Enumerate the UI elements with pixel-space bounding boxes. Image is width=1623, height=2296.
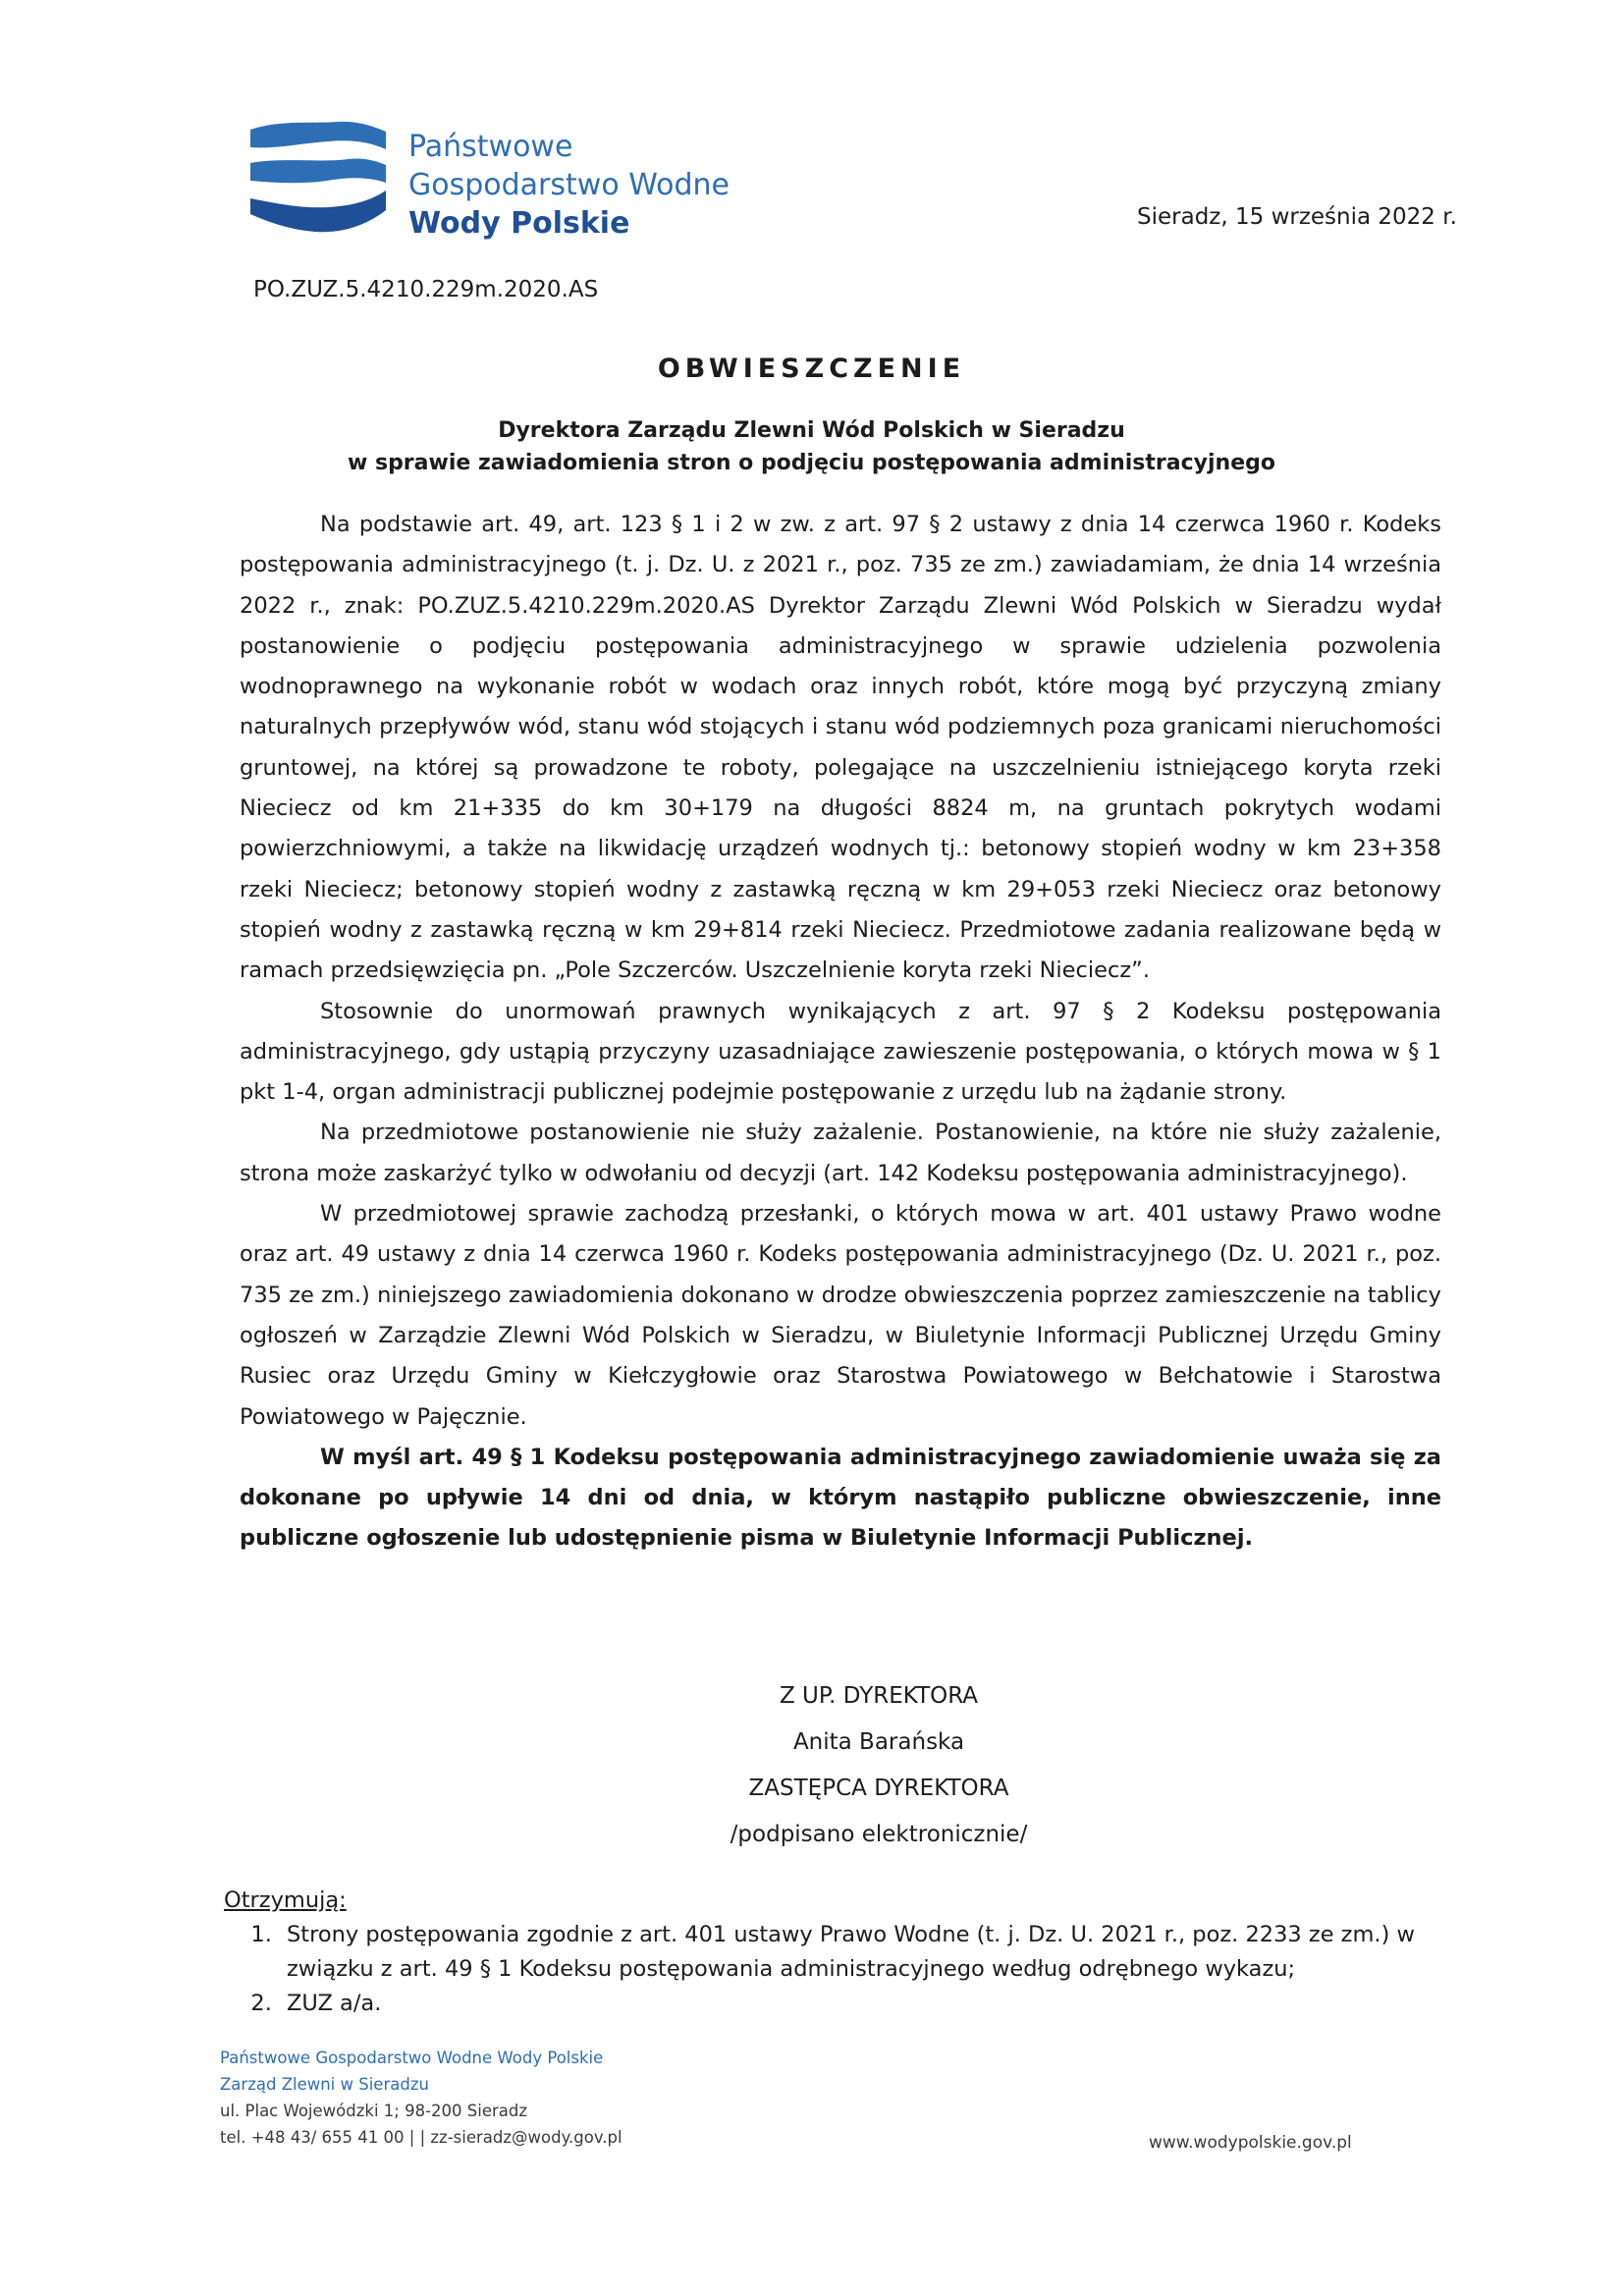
recipients-header: Otrzymują: (224, 1887, 347, 1913)
footer-website-link[interactable]: www.wodypolskie.gov.pl (1149, 2133, 1352, 2153)
document-title: OBWIESZCZENIE (657, 354, 966, 384)
reference-number: PO.ZUZ.5.4210.229m.2020.AS (253, 277, 599, 302)
document-date: Sieradz, 15 września 2022 r. (1137, 204, 1457, 230)
recipient-item: 1. Strony postępowania zgodnie z art. 401 ustawy Prawo Wodne (t. j. Dz. U. 2021 r., poz. 2233 ze zm.) w związku z art. 49 § 1 Kodeksu postępowania administracyjnego według odrębnego wykazu; (279, 1918, 1441, 1987)
body-paragraph-5: W myśl art. 49 § 1 Kodeksu postępowania administracyjnego zawiadomienie uważa się za dokonane po upływie 14 dni od dnia, w którym nastąpiło publiczne obwieszczenie, inne publiczne ogłoszenie lub udostępnienie pisma w Biuletynie Informacji Publicznej. (240, 1444, 1441, 1552)
signature-line-1: Z UP. DYREKTORA (779, 1683, 979, 1709)
signature-block (0, 1673, 1623, 1858)
footer-street: ul. Plac Wojewódzki 1; 98-200 Sieradz (220, 2102, 528, 2120)
signature-note: /podpisano elektronicznie/ (730, 1822, 1028, 1847)
body-paragraph-3: Na przedmiotowe postanowienie nie służy zażalenie. Postanowienie, na które nie służy zażalenie, strona może zaskarżyć tylko w odwołaniu od decyzji (art. 142 Kodeksu postępowania administracyjnego). (240, 1120, 1441, 1186)
subtitle-line-1: Dyrektora Zarządu Zlewni Wód Polskich w Sieradzu (498, 418, 1125, 443)
document-body (240, 505, 1441, 1559)
recipients-list (224, 1918, 1441, 2021)
signature-name: Anita Barańska (792, 1729, 965, 1755)
body-paragraph-2: Stosownie do unormowań prawnych wynikających z art. 97 § 2 Kodeksu postępowania administracyjnego, gdy ustąpią przyczyny uzasadniające zawieszenie postępowania, o których mowa w § 1 pkt 1-4, organ administracji publicznej podejmie postępowanie z urzędu lub na żądanie strony. (240, 998, 1441, 1106)
footer-address (220, 2045, 622, 2151)
wody-polskie-logo-icon (250, 120, 386, 236)
footer-unit: Zarząd Zlewni w Sieradzu (220, 2075, 429, 2094)
recipients-section (224, 1884, 1441, 2021)
logo-line-1: Państwowe (408, 130, 573, 164)
logo-line-2: Gospodarstwo Wodne (408, 168, 730, 202)
body-paragraph-1: Na podstawie art. 49, art. 123 § 1 i 2 w zw. z art. 97 § 2 ustawy z dnia 14 czerwca 1960 r. Kodeks postępowania administracyjnego (t. j. Dz. U. z 2021 r., poz. 735 ze zm.) zawiadamiam, że dnia 14 września 2022 r., znak: PO.ZUZ.5.4210.229m.2020.AS Dyrektor Zarządu Zlewni Wód Polskich w Sieradzu wydał postanowienie o podjęciu postępowania administracyjnego w sprawie udzielenia pozwolenia wodnoprawnego na wykonanie robót w wodach oraz innych robót, które mogą być przyczyną zmiany naturalnych przepływów wód, stanu wód stojących i stanu wód podziemnych poza granicami nieruchomości gruntowej, na której są prowadzone te roboty, polegające na uszczelnieniu istniejącego koryta rzeki Nieciecz od km 21+335 do km 30+179 na długości 8824 m, na gruntach pokrytych wodami powierzchniowymi, a także na likwidację urządzeń wodnych tj.: betonowy stopień wodny w km 23+358 rzeki Nieciecz; betonowy stopień wodny z zastawką ręczną w km 29+053 rzeki Nieciecz oraz betonowy stopień wodny z zastawką ręczną w km 29+814 rzeki Nieciecz. Przedmiotowe zadania realizowane będą w ramach przedsięwzięcia pn. „Pole Szczerców. Uszczelnienie koryta rzeki Nieciecz”. (240, 512, 1441, 984)
footer-org: Państwowe Gospodarstwo Wodne Wody Polskie (220, 2049, 604, 2067)
logo-line-3: Wody Polskie (408, 206, 630, 241)
body-paragraph-4: W przedmiotowej sprawie zachodzą przesłanki, o których mowa w art. 401 ustawy Prawo wodne oraz art. 49 ustawy z dnia 14 czerwca 1960 r. Kodeks postępowania administracyjnego (Dz. U. 2021 r., poz. 735 ze zm.) niniejszego zawiadomienia dokonano w drodze obwieszczenia poprzez zamieszczenie na tablicy ogłoszeń w Zarządzie Zlewni Wód Polskich w Sieradzu, w Biuletynie Informacji Publicznej Urzędu Gminy Rusiec oraz Urzędu Gminy w Kiełczygłowie oraz Starostwa Powiatowego w Bełchatowie i Starostwa Powiatowego w Pajęcznie. (240, 1201, 1441, 1430)
logo-wordmark (408, 128, 730, 243)
signature-position: ZASTĘPCA DYREKTORA (748, 1776, 1009, 1801)
subtitle-line-2: w sprawie zawiadomienia stron o podjęciu postępowania administracyjnego (347, 451, 1275, 475)
recipient-item: 2. ZUZ a/a. (279, 1987, 1441, 2021)
document-subtitle (0, 414, 1623, 479)
footer-contact: tel. +48 43/ 655 41 00 | | zz-sieradz@wody.gov.pl (220, 2128, 622, 2147)
